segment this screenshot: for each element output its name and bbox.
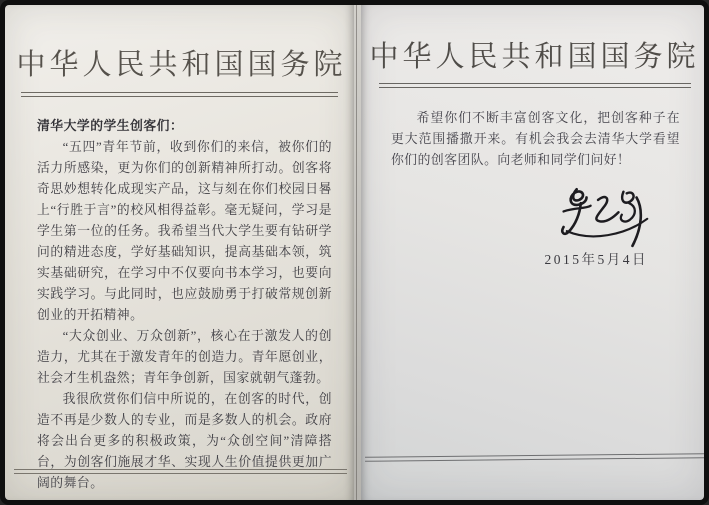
letter-body [391,108,680,171]
signature-block [532,186,664,250]
paragraph-3: 我很欣赏你们信中所说的，在创客的时代，创造不再是少数人的专业，而是多数人的机会。政府将会出台更多的积极政策，为“众创空间”清障搭台，为创客们施展才华、实现人生价值提供更加广阔的舞台。 [37,392,332,490]
salutation: 清华大学的学生创客们： [37,119,184,133]
signature-date: 2015年5月4日 [544,252,648,267]
signature-icon [532,186,664,250]
page-seam [354,5,361,500]
footer-rule [14,469,347,474]
letterhead-rule [379,83,691,88]
letterhead-title: 中华人民共和国国务院 [16,49,347,81]
letterhead-title: 中华人民共和国国务院 [369,41,700,73]
paragraph-2: “大众创业、万众创新”，核心在于激发人的创造力，尤其在于激发青年的创造力。青年愿创业，社会才生机盎然；青年争创新，国家就朝气蓬勃。 [37,329,332,385]
paragraph-1: “五四”青年节前，收到你们的来信，被你们的活力所感染，更为你们的创新精神所打动。创客将奇思妙想转化成现实产品，这与刻在你们校园日晷上“行胜于言”的校风相得益彰。毫无疑问，学习是学生第一位的任务。我希望当代大学生要有钻研学问的精进态度，学好基础知识，提高基础本领，筑实基础研究，在学习中不仅要向书本学习，也要向实践学习。与此同时，也应鼓励勇于打破常规创新创业的开拓精神。 [37,140,332,322]
footer-rule [365,453,704,462]
closing-paragraph: 希望你们不断丰富创客文化，把创客种子在更大范围播撒开来。有机会我会去清华大学看望你们的创客团队。向老师和同学们问好！ [391,111,680,167]
letter-page-2 [361,5,704,500]
letterhead-rule [21,92,338,97]
letter-page-1 [5,5,354,500]
letter-body [37,116,332,494]
